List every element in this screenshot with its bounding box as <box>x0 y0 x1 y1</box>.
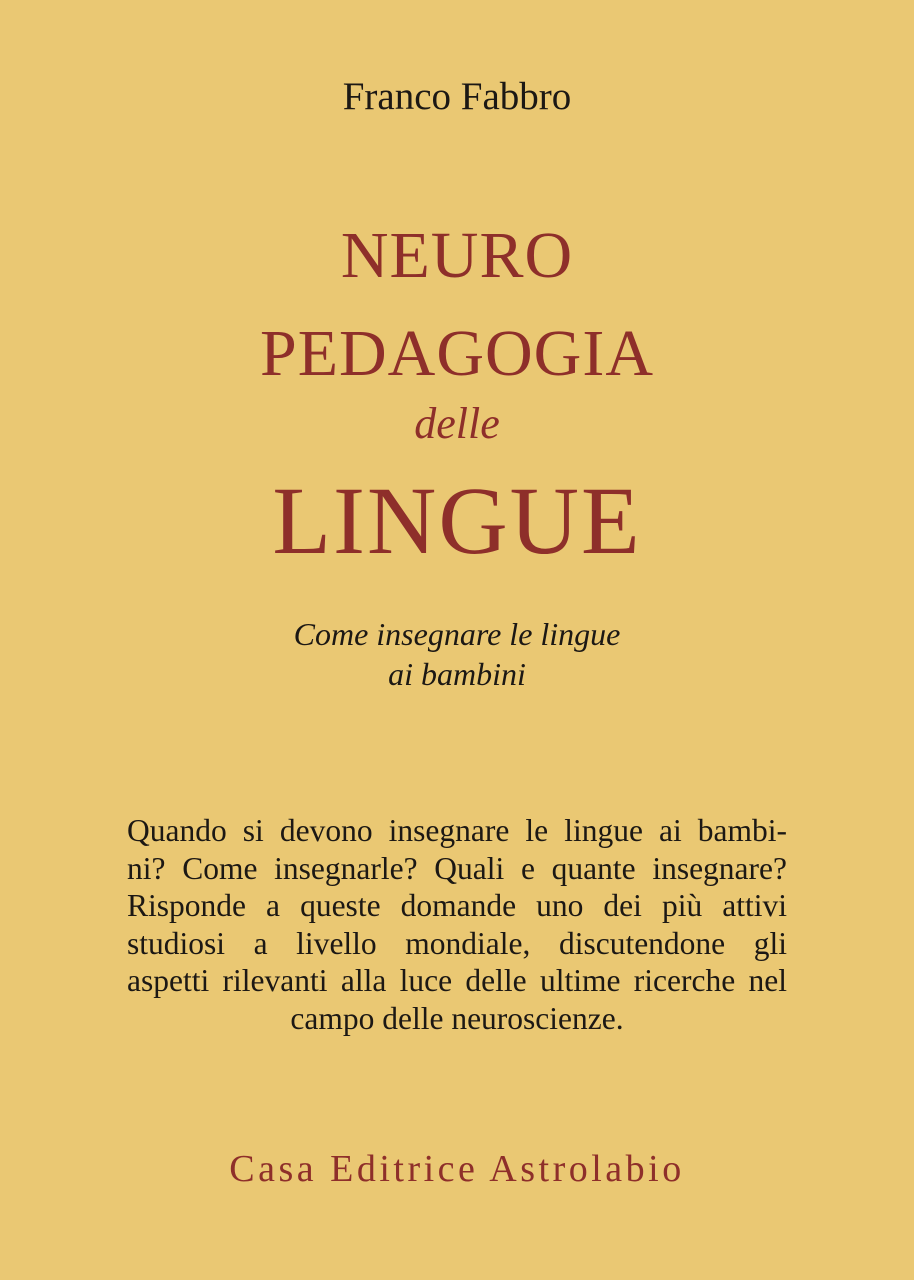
subtitle-line-1: Come insegnare le lingue <box>293 616 621 652</box>
blurb-line: Risponde a queste domande uno dei più attivi <box>127 888 787 923</box>
blurb-line: ni? Come insegnarle? Quali e quante insegnare? <box>127 850 787 886</box>
subtitle-line-2: ai bambini <box>388 656 526 692</box>
title-line-pedagogia: PEDAGOGIA <box>260 317 654 390</box>
blurb-line: campo delle neuroscienze. <box>290 1000 624 1036</box>
author-name: Franco Fabbro <box>342 75 572 118</box>
publisher-name: Casa Editrice Astrolabio <box>229 1148 685 1190</box>
blurb-paragraph <box>127 812 787 1037</box>
blurb-line: Quando si devono insegnare le lingue ai bambi- <box>127 813 787 848</box>
blurb-line: studiosi a livello mondiale, discutendone gli <box>127 925 787 961</box>
title-line-delle: delle <box>414 399 500 448</box>
title-line-neuro: NEURO <box>340 219 574 292</box>
title-line-lingue: LINGUE <box>272 467 642 574</box>
blurb-line: aspetti rilevanti alla luce delle ultime ricerche nel <box>127 963 787 998</box>
